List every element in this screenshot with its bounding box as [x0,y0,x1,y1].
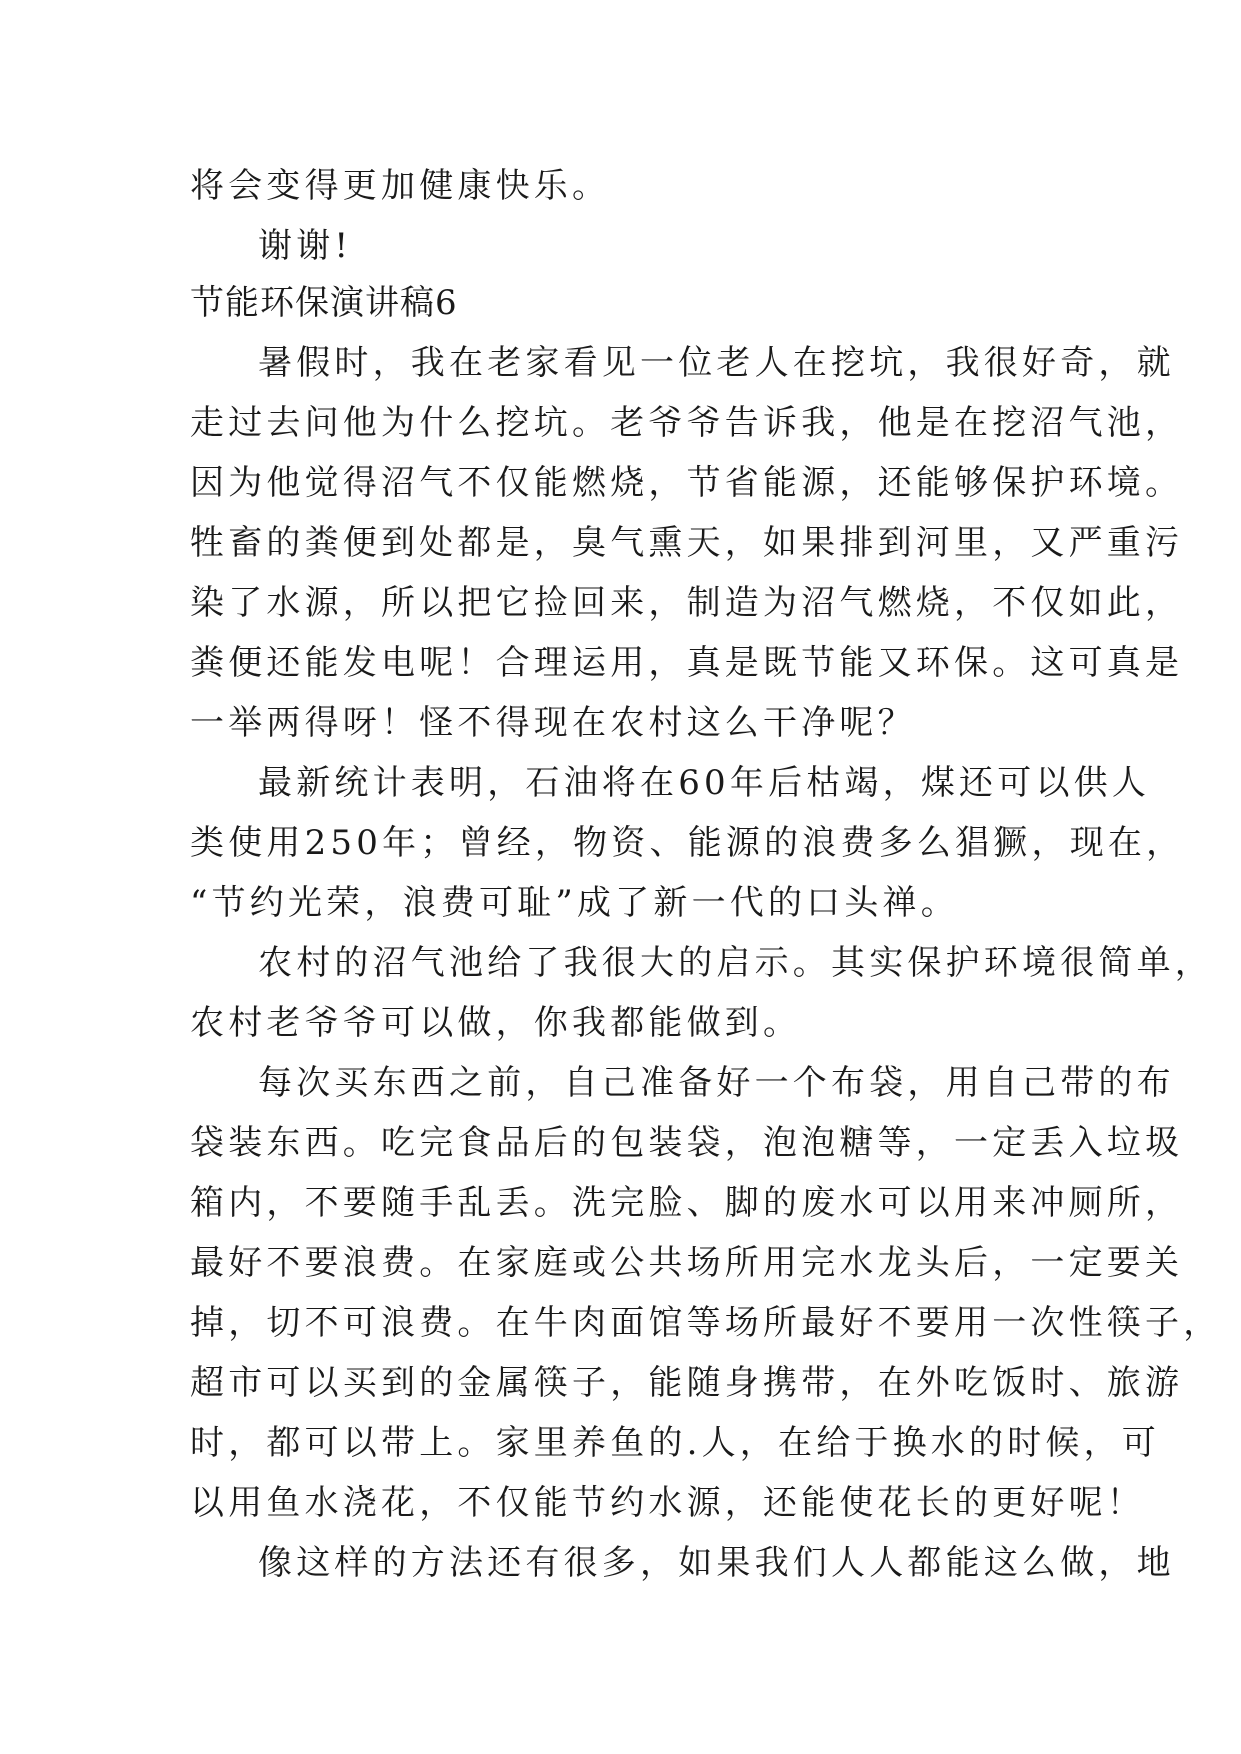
paragraph-line: 暑假时，我在老家看见一位老人在挖坑，我很好奇，就 [258,343,1175,383]
paragraph-line: 每次买东西之前，自己准备好一个布袋，用自己带的布 [258,1063,1175,1103]
paragraph-line: 最新统计表明，石油将在60年后枯竭，煤还可以供人 [258,763,1151,803]
paragraph-line: 因为他觉得沼气不仅能燃烧，节省能源，还能够保护环境。 [190,463,1184,503]
paragraph-line: “节约光荣，浪费可耻”成了新一代的口头禅。 [190,883,959,923]
paragraph-line: 超市可以买到的金属筷子，能随身携带，在外吃饭时、旅游 [190,1363,1184,1403]
paragraph-line: 袋装东西。吃完食品后的包装袋，泡泡糖等，一定丢入垃圾 [190,1123,1184,1163]
paragraph-line: 最好不要浪费。在家庭或公共场所用完水龙头后，一定要关 [190,1243,1184,1283]
paragraph-line: 类使用250年；曾经，物资、能源的浪费多么猖獗，现在， [190,823,1185,863]
paragraph-line: 掉，切不可浪费。在牛肉面馆等场所最好不要用一次性筷子， [190,1303,1222,1343]
paragraph-line: 时，都可以带上。家里养鱼的.人，在给于换水的时候，可 [190,1423,1161,1463]
paragraph-line: 农村的沼气池给了我很大的启示。其实保护环境很简单， [258,943,1213,983]
paragraph-line: 一举两得呀！怪不得现在农村这么干净呢？ [190,703,916,743]
section-title: 节能环保演讲稿6 [190,283,458,323]
paragraph-line: 粪便还能发电呢！合理运用，真是既节能又环保。这可真是 [190,643,1184,683]
paragraph-line: 牲畜的粪便到处都是，臭气熏天，如果排到河里，又严重污 [190,523,1184,563]
paragraph-line: 农村老爷爷可以做，你我都能做到。 [190,1003,802,1043]
paragraph-line: 染了水源，所以把它捡回来，制造为沼气燃烧，不仅如此， [190,583,1184,623]
paragraph-line: 箱内，不要随手乱丢。洗完脸、脚的废水可以用来冲厕所， [190,1183,1184,1223]
paragraph-line: 像这样的方法还有很多，如果我们人人都能这么做，地 [258,1543,1175,1583]
paragraph-line: 走过去问他为什么挖坑。老爷爷告诉我，他是在挖沼气池， [190,403,1184,443]
paragraph-line: 谢谢! [258,226,353,266]
paragraph-line: 将会变得更加健康快乐。 [190,166,611,206]
paragraph-line: 以用鱼水浇花，不仅能节约水源，还能使花长的更好呢！ [190,1483,1145,1523]
